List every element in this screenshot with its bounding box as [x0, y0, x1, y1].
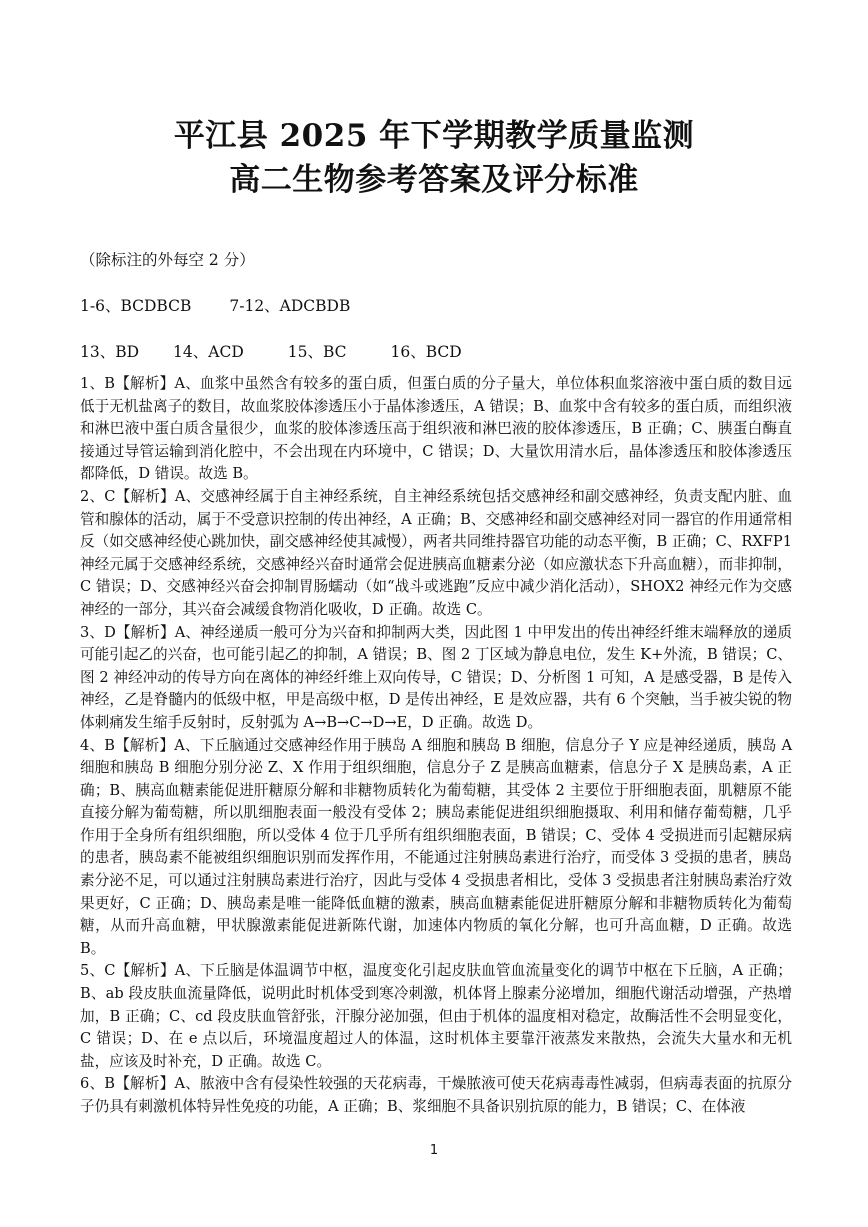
answer-key-14: 14、ACD: [173, 343, 244, 361]
explanation-paragraph: 3、D【解析】A、神经递质一般可分为兴奋和抑制两大类，因此图 1 中甲发出的传出神经纤维末端释放的递质可能引起乙的兴奋，也可能引起乙的抑制，A 错误；B、图 2 丁区域为静息电位，发生 K+外流，B 错误；C、图 2 神经冲动的传导方向在离体的神经纤维上双向传导，C 错误；D、分析图 1 可知，A 是感受器，B 是传入神经，乙是脊髓内的低级中枢，甲是高级中枢，D 是传出神经，E 是效应器，共有 6 个突触，当手被尖锐的物体刺痛发生缩手反射时，反射弧为 A→B→C→D→E，D 正确。故选 D。: [80, 623, 792, 731]
scoring-note: （除标注的外每空 2 分）: [80, 251, 255, 269]
answer-key-1-6: 1-6、BCDBCB: [80, 297, 192, 315]
document-subtitle: 高二生物参考答案及评分标准: [229, 162, 639, 198]
explanation-paragraph: 4、B【解析】A、下丘脑通过交感神经作用于胰岛 A 细胞和胰岛 B 细胞，信息分子 Y 应是神经递质，胰岛 A 细胞和胰岛 B 细胞分别分泌 Z、X 作用于组织细胞，信息分子 Z 是胰高血糖素，信息分子 X 是胰岛素，A 正确；B、胰高血糖素能促进肝糖原分解和非糖物质转化为葡萄糖，其受体 2 主要位于肝细胞表面，肌糖原不能直接分解为葡萄糖，所以肌细胞表面一般没有受体 2；胰岛素能促进组织细胞摄取、利用和储存葡萄糖，几乎作用于全身所有组织细胞，所以受体 4 位于几乎所有组织细胞表面，B 错误；C、受体 4 受损进而引起糖尿病的患者，胰岛素不能被组织细胞识别而发挥作用，不能通过注射胰岛素进行治疗，而受体 3 受损的患者，胰岛素分泌不足，可以通过注射胰岛素进行治疗，因此与受体 4 受损患者相比，受体 3 受损患者注射胰岛素治疗效果更好，C 正确；D、胰岛素是唯一能降低血糖的激素，胰高血糖素能促进肝糖原分解和非糖物质转化为葡萄糖，从而升高血糖，甲状腺激素能促进新陈代谢，加速体内物质的氧化分解，也可升高血糖，D 正确。故选 B。: [80, 736, 792, 957]
explanation-paragraph: 6、B【解析】A、脓液中含有侵染性较强的天花病毒，干燥脓液可使天花病毒毒性减弱，但病毒表面的抗原分子仍具有刺激机体特异性免疫的功能，A 正确；B、浆细胞不具备识别抗原的能力，B 错误；C、在体液: [80, 1075, 792, 1115]
document-title: 平江县 2025 年下学期教学质量监测: [173, 118, 695, 154]
explanation-paragraph: 5、C【解析】A、下丘脑是体温调节中枢，温度变化引起皮肤血管血流量变化的调节中枢在下丘脑，A 正确；B、ab 段皮肤血流量降低，说明此时机体受到寒冷刺激，机体肾上腺素分泌增加，细胞代谢活动增强，产热增加，B 正确；C、cd 段皮肤血管舒张，汗腺分泌加强，但由于机体的温度相对稳定，故酶活性不会明显变化，C 错误；D、在 e 点以后，环境温度超过人的体温，这时机体主要靠汗液蒸发来散热，会流失大量水和无机盐，应该及时补充，D 正确。故选 C。: [80, 962, 792, 1070]
answer-key-13: 13、BD: [80, 343, 140, 361]
explanation-paragraph: 1、B【解析】A、血浆中虽然含有较多的蛋白质，但蛋白质的分子量大，单位体积血浆溶液中蛋白质的数目远低于无机盐离子的数目，故血浆胶体渗透压小于晶体渗透压，A 错误；B、血浆中含有较多的蛋白质，而组织液和淋巴液中蛋白质含量很少，血浆的胶体渗透压高于组织液和淋巴液的胶体渗透压，B 正确；C、胰蛋白酶直接通过导管运输到消化腔中，不会出现在内环境中，C 错误；D、大量饮用清水后，晶体渗透压和胶体渗透压都降低，D 错误。故选 B。: [80, 375, 792, 483]
answer-key-15: 15、BC: [287, 343, 347, 361]
answer-key-row-2: [80, 340, 462, 362]
answer-key-16: 16、BCD: [390, 343, 462, 361]
answer-key-7-12: 7-12、ADCBDB: [229, 297, 351, 315]
answer-key-row-1: [80, 294, 350, 316]
explanations: [80, 373, 792, 1119]
explanation-paragraph: 2、C【解析】A、交感神经属于自主神经系统，自主神经系统包括交感神经和副交感神经，负责支配内脏、血管和腺体的活动，属于不受意识控制的传出神经，A 正确；B、交感神经和副交感神经对同一器官的作用通常相反（如交感神经使心跳加快，副交感神经使其减慢），两者共同维持器官功能的动态平衡，B 正确；C、RXFP1 神经元属于交感神经系统，交感神经兴奋时通常会促进胰高血糖素分泌（如应激状态下升高血糖），而非抑制，C 错误；D、交感神经兴奋会抑制胃肠蠕动（如“战斗或逃跑”反应中减少消化活动），SHOX2 神经元作为交感神经的一部分，其兴奋会减缓食物消化吸收，D 正确。故选 C。: [80, 487, 792, 618]
page-number: 1: [429, 1143, 439, 1158]
